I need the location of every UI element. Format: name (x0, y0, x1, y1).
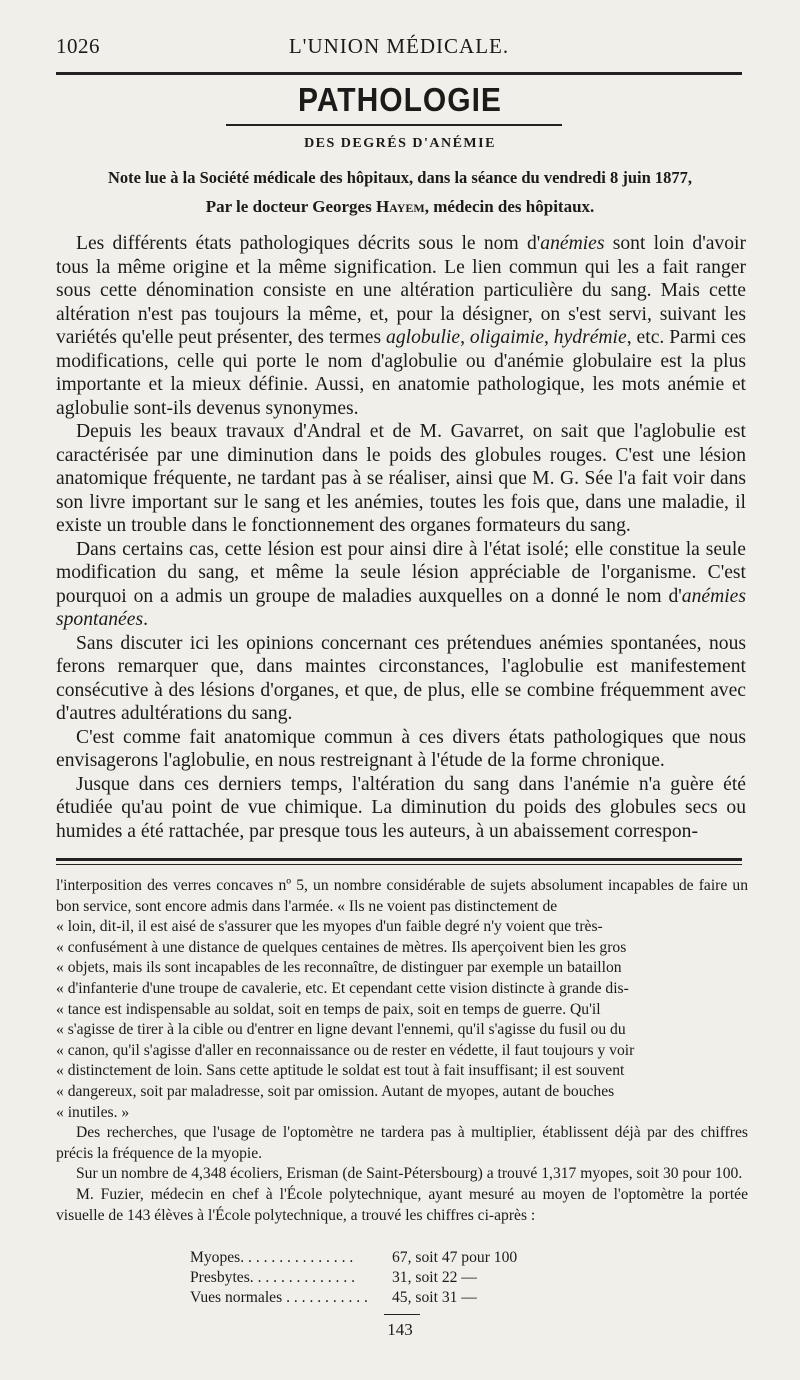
article-note: Note lue à la Société médicale des hôpitaux, dans la séance du vendredi 8 juin 1877, (107, 168, 693, 187)
quote-line: « dangereux, soit par maladresse, soit par omission. Autant de myopes, autant de bouches (56, 1082, 615, 1100)
stat-label: Myopes. . . . . . . . . . . . . . . (190, 1249, 354, 1266)
myopia-statistics (190, 1248, 517, 1307)
running-head (56, 34, 742, 64)
p1-emphasis-anemies: anémies (540, 233, 605, 254)
footnote-block (56, 876, 748, 1226)
footnote-rule-bottom (56, 864, 742, 865)
paragraph-4: Sans discuter ici les opinions concernant ces prétendues anémies spontanées, nous ferons remarquer que, dans maintes circonstances, l'aglobulie est manifestement consécutive à des lésions d'organes, et que, de plus, elle se combine fréquemment avec d'autres adultérations du sang. (56, 632, 746, 724)
author-suffix: , médecin des hôpitaux. (424, 197, 595, 216)
header-rule (56, 72, 742, 75)
quote-line: « confusément à une distance de quelques centaines de mètres. Ils aperçoivent bien les gros (56, 938, 627, 956)
p1-text-b: sont loin d'avoir tous la même origine et la même signification. Le lien commun qui les a fait ranger sous cette dénomination consiste en une altération particulière du sang. Mais cette altération n'est pas toujours la même, et, pour la désigner, on s'est servi, suivant les variétés qu'elle peut présenter, des termes (56, 233, 746, 348)
p3-text-a: Dans certains cas, cette lésion est pour ainsi dire à l'état isolé; elle constitue la seule modification du sang, et même la seule lésion appréciable de l'organisme. C'est pourquoi on a admis un groupe de maladies auxquelles on a donné le nom d' (56, 538, 746, 607)
article-title: DES DEGRÉS D'ANÉMIE (304, 136, 496, 151)
quote-line: « distinctement de loin. Sans cette aptitude le soldat est tout à fait insuffisant; il est souvent (56, 1062, 625, 1080)
stat-row (190, 1288, 517, 1308)
paragraph-2: Depuis les beaux travaux d'Andral et de M. Gavarret, on sait que l'aglobulie est caractérisée par une diminution dans le poids des globules rouges. C'est une lésion anatomique fréquente, ne tardant pas à se réaliser, ainsi que M. G. Sée l'a fait voir dans son livre important sur le sang et les anémies, toutes les fois que, dans une maladie, il existe un trouble dans le fonctionnement des organes formateurs du sang. (56, 421, 746, 536)
stat-value: 31, soit 22 — (392, 1268, 477, 1286)
stat-value: 45, soit 31 — (392, 1288, 477, 1306)
footnote-rule-top (56, 858, 742, 861)
stat-label: Vues normales . . . . . . . . . . . (190, 1288, 368, 1306)
paragraph-5: C'est comme fait anatomique commun à ces divers états pathologiques que nous envisagerons l'aglobulie, en nous restreignant à l'étude de la forme chronique. (56, 726, 746, 771)
p1-text-a: Les différents états pathologiques décrits sous le nom d' (76, 233, 541, 254)
footnote-paragraph-3: Sur un nombre de 4,348 écoliers, Erisman (de Saint-Pétersbourg) a trouvé 1,317 myopes, soit 30 pour 100. (76, 1165, 743, 1183)
page-folio: 143 (387, 1320, 413, 1339)
stat-label: Presbytes. . . . . . . . . . . . . . (190, 1268, 356, 1286)
stat-value: 67, soit 47 pour 100 (392, 1249, 518, 1266)
footnote-intro: l'interposition des verres concaves nº 5, un nombre considérable de sujets absolument incapables de faire un bon service, sont encore admis dans l'armée. « Ils ne voient pas distinctement de (56, 877, 748, 915)
p1-emphasis-oligaimie: oligaimie (469, 327, 544, 348)
footnote-quote (56, 917, 748, 1123)
stat-row (190, 1248, 517, 1268)
footnote-paragraph-2: Des recherches, que l'usage de l'optomètre ne tardera pas à multiplier, établissent déjà par des chiffres précis la fréquence de la myopie. (56, 1124, 748, 1162)
page-number: 1026 (56, 34, 100, 58)
p1-text-c: , etc. Parmi ces modifications, celle qui porte le nom d'aglobulie ou d'anémie globulaire est la plus importante et la mieux définie. Aussi, en anatomie pathologique, les mots anémie et aglobulie sont-ils devenus synonymes. (56, 327, 747, 419)
quote-line: « s'agisse de tirer à la cible ou d'entrer en ligne devant l'ennemi, qu'il s'agisse du fusil ou du (56, 1021, 626, 1039)
author-prefix: Par le docteur Georges (205, 197, 372, 216)
section-heading: PATHOLOGIE (298, 81, 502, 119)
quote-line: « d'infanterie d'une troupe de cavalerie, etc. Et cependant cette vision distincte à grande dis- (56, 979, 629, 997)
p1-separator-1: , (460, 327, 470, 348)
journal-title: L'UNION MÉDICALE. (288, 34, 510, 58)
p3-text-b: . (143, 609, 148, 630)
p1-emphasis-hydremie: hydrémie (553, 327, 627, 348)
p1-emphasis-aglobulie: aglobulie (386, 327, 461, 348)
paragraph-3 (56, 538, 746, 632)
author-name: Hayem (375, 197, 425, 216)
quote-line: « inutiles. » (56, 1103, 130, 1121)
quote-line: « objets, mais ils sont incapables de les reconnaître, de distinguer par exemple un bataillon (56, 959, 622, 977)
paragraph-6: Jusque dans ces derniers temps, l'altération du sang dans l'anémie n'a guère été étudiée qu'au point de vue chimique. La diminution du poids des globules secs ou humides a été rattachée, par presque tous les auteurs, à un abaissement correspon- (56, 773, 746, 842)
paragraph-1 (56, 232, 746, 420)
quote-line: « loin, dit-il, il est aisé de s'assurer que les myopes d'un faible degré n'y voient que très- (56, 918, 603, 936)
quote-line: « tance est indispensable au soldat, soit en temps de paix, soit en temps de guerre. Qu'il (56, 1000, 601, 1018)
article-body (56, 232, 746, 843)
folio-rule (384, 1314, 420, 1315)
heading-rule (226, 124, 562, 126)
footnote-paragraph-4: M. Fuzier, médecin en chef à l'École polytechnique, ayant mesuré au moyen de l'optomètre la portée visuelle de 143 élèves à l'École polytechnique, a trouvé les chiffres ci-après : (56, 1185, 748, 1224)
quote-line: « canon, qu'il s'agisse d'aller en reconnaissance ou de rester en védette, il faut toujours y voir (56, 1041, 635, 1059)
p1-separator-2: , (543, 327, 554, 348)
stat-row (190, 1268, 517, 1288)
p3-emphasis: anémies spontanées (56, 585, 746, 630)
article-author (0, 197, 800, 217)
